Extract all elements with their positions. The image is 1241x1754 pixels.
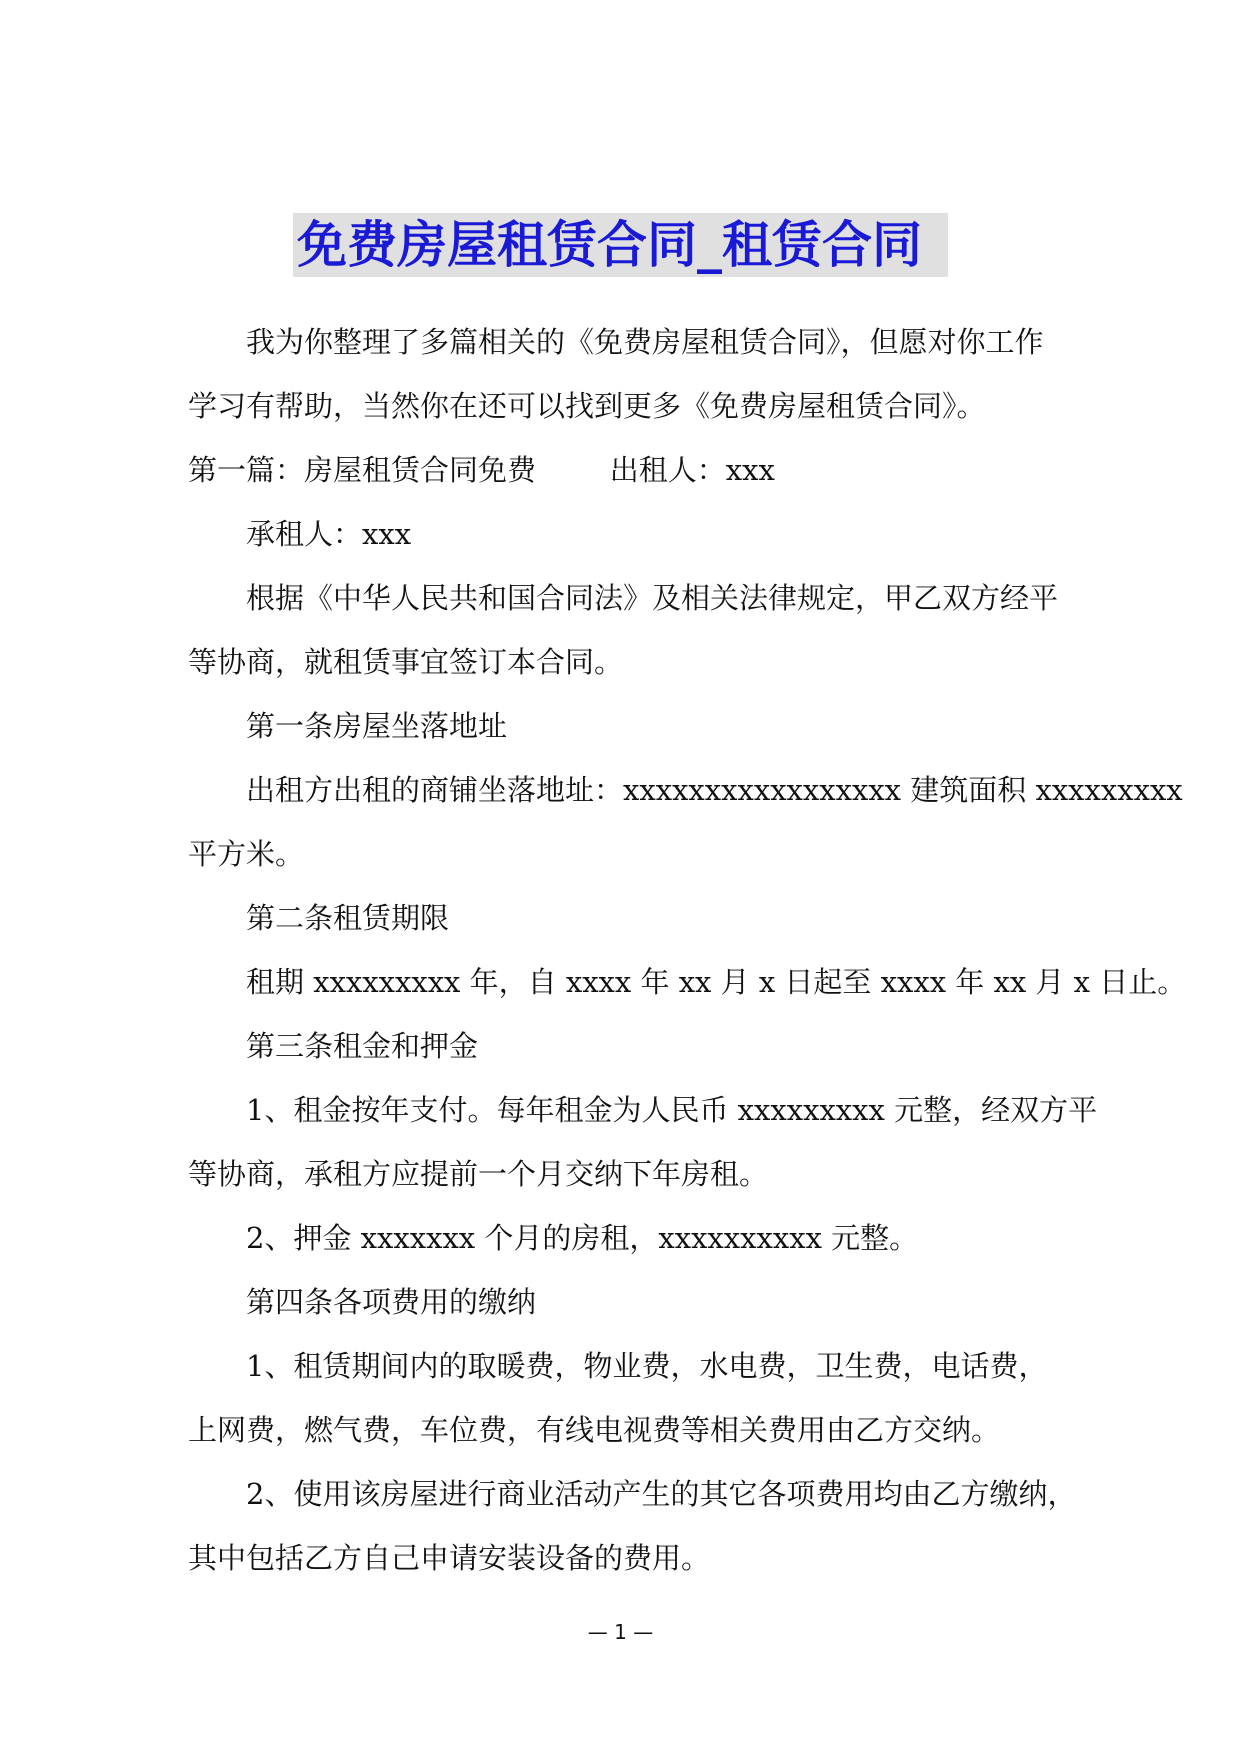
paragraph-line: 学习有帮助，当然你在还可以找到更多《免费房屋租赁合同》。 (188, 389, 986, 423)
paragraph-line: 其中包括乙方自己申请安装设备的费用。 (188, 1541, 711, 1575)
paragraph-line: 我为你整理了多篇相关的《免费房屋租赁合同》，但愿对你工作 (246, 325, 1044, 359)
paragraph-line: 等协商，就租赁事宜签订本合同。 (188, 645, 624, 679)
paragraph-line: 1、租赁期间内的取暖费，物业费，水电费，卫生费，电话费， (246, 1349, 1048, 1383)
paragraph-line: 2、押金 xxxxxxx 个月的房租，xxxxxxxxxx 元整。 (246, 1221, 919, 1255)
paragraph-line: 第一篇：房屋租赁合同免费 出租人：xxx (188, 453, 775, 487)
paragraph-line: 出租方出租的商铺坐落地址：xxxxxxxxxxxxxxxxx 建筑面积 xxxxxxxxx (246, 773, 1183, 807)
paragraph-line: 等协商，承租方应提前一个月交纳下年房租。 (188, 1157, 769, 1191)
section-heading: 第二条租赁期限 (246, 901, 450, 935)
paragraph-line: 租期 xxxxxxxxx 年，自 xxxx 年 xx 月 x 日起至 xxxx 年 xx 月 x 日止。 (246, 965, 1187, 999)
paragraph-line: 1、租金按年支付。每年租金为人民币 xxxxxxxxx 元整，经双方平 (246, 1093, 1098, 1127)
section-heading: 第四条各项费用的缴纳 (246, 1285, 537, 1319)
document-title: 免费房屋租赁合同_租赁合同 (293, 213, 948, 277)
paragraph-line: 承租人：xxx (246, 517, 412, 551)
title-wrapper (0, 213, 1241, 277)
section-heading: 第三条租金和押金 (246, 1029, 479, 1063)
paragraph-line: 根据《中华人民共和国合同法》及相关法律规定，甲乙双方经平 (246, 581, 1059, 615)
paragraph-line: 2、使用该房屋进行商业活动产生的其它各项费用均由乙方缴纳， (246, 1477, 1077, 1511)
document-body (188, 310, 1187, 1590)
paragraph-line: 上网费，燃气费，车位费，有线电视费等相关费用由乙方交纳。 (188, 1413, 1001, 1447)
page-number: — 1 — (587, 1620, 654, 1644)
section-heading: 第一条房屋坐落地址 (246, 709, 508, 743)
paragraph-line: 平方米。 (188, 837, 305, 871)
